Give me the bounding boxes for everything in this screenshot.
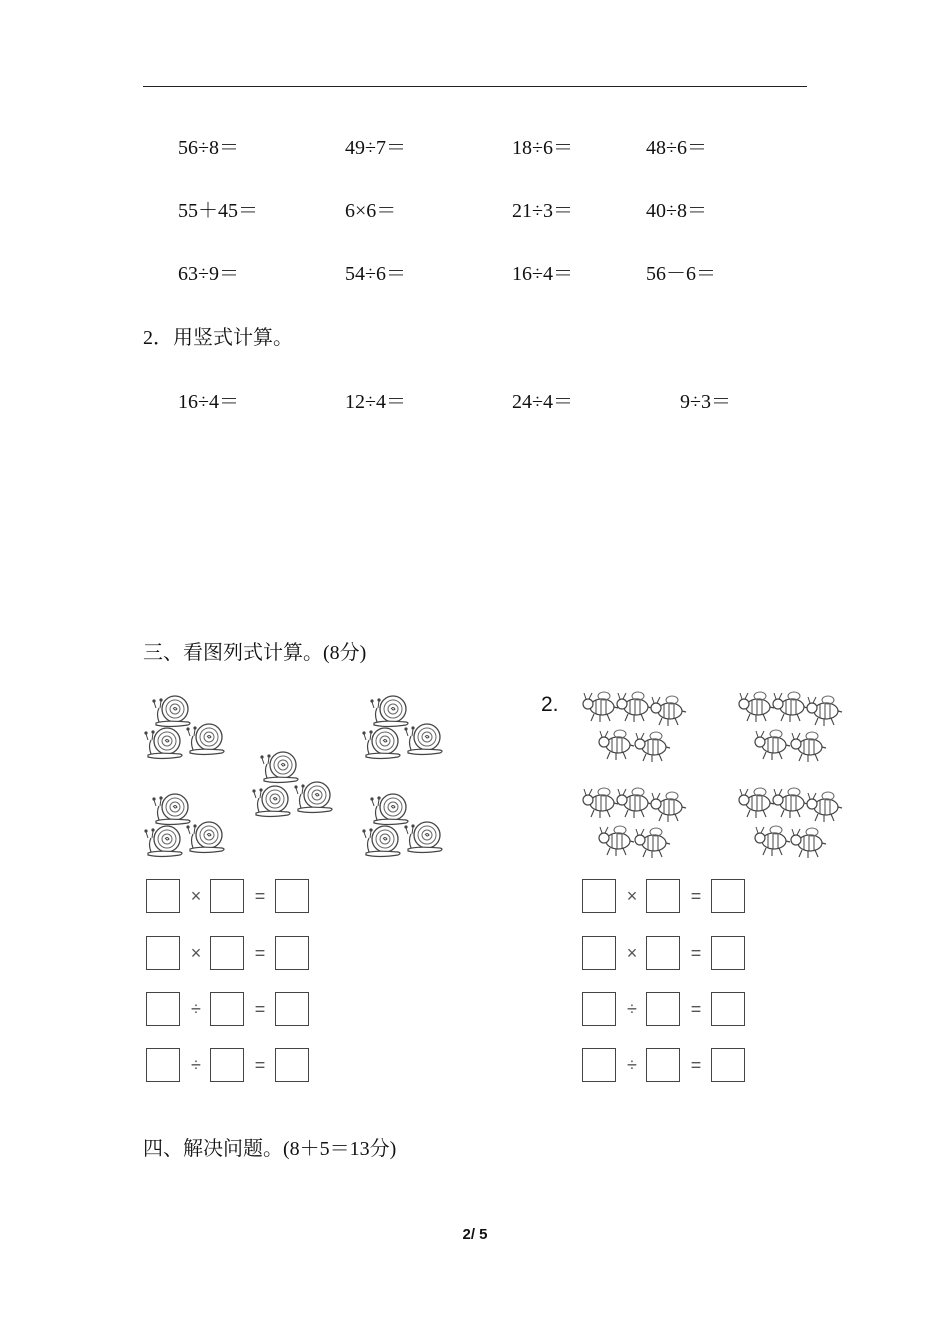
bee-icon — [791, 828, 826, 858]
expr: 49÷7＝ — [345, 137, 406, 159]
vertical-heading: 2．用竖式计算。 — [143, 327, 293, 349]
snail-icon — [152, 696, 190, 727]
bee-icon — [599, 826, 634, 856]
bee-icon — [583, 788, 618, 818]
answer-box[interactable] — [210, 879, 244, 913]
expr: 56－6＝ — [646, 263, 716, 285]
bee-icon — [617, 692, 652, 722]
vertical-expr: 24÷4＝ — [512, 391, 573, 413]
bee-icon — [791, 732, 826, 762]
snail-icon — [260, 752, 298, 783]
snail-group — [144, 696, 224, 759]
expr: 63÷9＝ — [178, 263, 239, 285]
answer-box[interactable] — [146, 992, 180, 1026]
bee-icon — [755, 730, 790, 760]
snail-icon — [144, 826, 182, 857]
answer-box[interactable] — [646, 936, 680, 970]
equals-sign: = — [254, 943, 266, 963]
bee-icon — [651, 696, 686, 726]
bee-icon — [617, 788, 652, 818]
expr: 48÷6＝ — [646, 137, 707, 159]
snail-picture — [143, 690, 453, 865]
bee-icon — [635, 732, 670, 762]
bee-icon — [599, 730, 634, 760]
bee-picture — [578, 688, 848, 863]
expr: 55＋45＝ — [178, 200, 258, 222]
answer-box[interactable] — [646, 879, 680, 913]
operator: ÷ — [191, 1055, 201, 1075]
bee-icon — [583, 692, 618, 722]
answer-box[interactable] — [146, 1048, 180, 1082]
expr: 21÷3＝ — [512, 200, 573, 222]
answer-box[interactable] — [210, 992, 244, 1026]
snail-icon — [362, 826, 400, 857]
expr: 56÷8＝ — [178, 137, 239, 159]
answer-box[interactable] — [711, 1048, 745, 1082]
answer-box[interactable] — [646, 992, 680, 1026]
answer-box[interactable] — [210, 1048, 244, 1082]
equals-sign: = — [690, 943, 702, 963]
bee-icon — [807, 792, 842, 822]
bee-icon — [635, 828, 670, 858]
operator: × — [626, 886, 638, 906]
answer-box[interactable] — [582, 936, 616, 970]
answer-box[interactable] — [146, 936, 180, 970]
answer-box[interactable] — [582, 992, 616, 1026]
bee-icon — [651, 792, 686, 822]
section3-heading: 三、看图列式计算。(8分) — [143, 642, 367, 664]
bee-icon — [807, 696, 842, 726]
answer-box[interactable] — [711, 992, 745, 1026]
equals-sign: = — [690, 886, 702, 906]
expr: 18÷6＝ — [512, 137, 573, 159]
answer-box[interactable] — [275, 936, 309, 970]
operator: ÷ — [627, 1055, 637, 1075]
answer-box[interactable] — [646, 1048, 680, 1082]
bee-icon — [773, 692, 808, 722]
bee-group — [739, 692, 842, 762]
operator: × — [626, 943, 638, 963]
snail-icon — [186, 822, 224, 853]
answer-box[interactable] — [275, 879, 309, 913]
expr: 6×6＝ — [345, 200, 397, 222]
snail-group — [144, 794, 224, 857]
snail-icon — [370, 696, 408, 727]
answer-box[interactable] — [275, 1048, 309, 1082]
expr: 40÷8＝ — [646, 200, 707, 222]
operator: ÷ — [191, 999, 201, 1019]
page-number: 2/ 5 — [462, 1226, 488, 1243]
bee-icon — [755, 826, 790, 856]
operator: ÷ — [627, 999, 637, 1019]
equals-sign: = — [254, 886, 266, 906]
header-rule — [143, 86, 807, 87]
snail-group — [362, 696, 442, 759]
vertical-expr: 16÷4＝ — [178, 391, 239, 413]
snail-icon — [152, 794, 190, 825]
snail-group — [362, 794, 442, 857]
snail-icon — [294, 782, 332, 813]
answer-box[interactable] — [146, 879, 180, 913]
snail-icon — [144, 728, 182, 759]
snail-icon — [362, 728, 400, 759]
bee-group — [583, 788, 686, 858]
answer-box[interactable] — [275, 992, 309, 1026]
snail-icon — [404, 822, 442, 853]
bee-icon — [739, 788, 774, 818]
bee-group — [739, 788, 842, 858]
snail-icon — [252, 786, 290, 817]
vertical-expr: 9÷3＝ — [680, 391, 731, 413]
bee-icon — [773, 788, 808, 818]
answer-box[interactable] — [582, 879, 616, 913]
snail-group — [252, 752, 332, 817]
equals-sign: = — [690, 1055, 702, 1075]
snail-icon — [370, 794, 408, 825]
vertical-expr: 12÷4＝ — [345, 391, 406, 413]
section4-heading: 四、解决问题。(8＋5＝13分) — [143, 1138, 397, 1160]
equals-sign: = — [690, 999, 702, 1019]
equals-sign: = — [254, 1055, 266, 1075]
snail-icon — [404, 724, 442, 755]
operator: × — [190, 886, 202, 906]
snail-icon — [186, 724, 224, 755]
bee-group — [583, 692, 686, 762]
answer-box[interactable] — [582, 1048, 616, 1082]
problem-2-label: 2. — [541, 693, 559, 716]
expr: 16÷4＝ — [512, 263, 573, 285]
expr: 54÷6＝ — [345, 263, 406, 285]
answer-box[interactable] — [711, 879, 745, 913]
answer-box[interactable] — [711, 936, 745, 970]
equals-sign: = — [254, 999, 266, 1019]
operator: × — [190, 943, 202, 963]
bee-icon — [739, 692, 774, 722]
answer-box[interactable] — [210, 936, 244, 970]
